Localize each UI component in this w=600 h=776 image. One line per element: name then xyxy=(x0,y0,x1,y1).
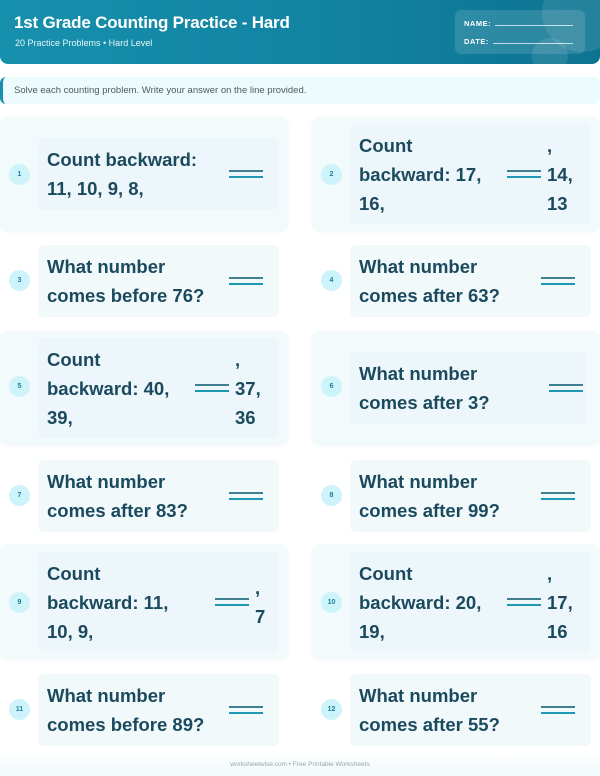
answer-line[interactable] xyxy=(229,273,263,289)
question-box xyxy=(38,552,279,652)
question-box xyxy=(350,552,591,652)
problem-number-badge: 5 xyxy=(9,376,30,397)
problem-number-badge: 12 xyxy=(321,699,342,720)
problem-number-badge: 11 xyxy=(9,699,30,720)
instructions-bar: Solve each counting problem. Write your answer on the line provided. xyxy=(0,77,600,104)
question-text: What number comes before 89? xyxy=(47,685,205,735)
question-text: Count backward: 17, 16, xyxy=(359,134,482,214)
problem-card-7 xyxy=(0,453,288,539)
question-box xyxy=(350,245,591,317)
problem-number-badge: 6 xyxy=(321,376,342,397)
problem-card-5 xyxy=(0,331,288,446)
problem-number-badge: 3 xyxy=(9,270,30,291)
problem-number-badge: 4 xyxy=(321,270,342,291)
page-title: 1st Grade Counting Practice - Hard xyxy=(14,13,290,32)
problem-card-1 xyxy=(0,117,288,232)
answer-line[interactable] xyxy=(507,166,541,182)
name-date-box xyxy=(455,10,585,54)
problem-number-badge: 7 xyxy=(9,485,30,506)
worksheet-header xyxy=(0,0,600,64)
problem-card-9 xyxy=(0,545,288,660)
problem-card-3 xyxy=(0,238,288,324)
question-box xyxy=(350,124,591,224)
question-box xyxy=(38,338,279,438)
page-subtitle: 20 Practice Problems • Hard Level xyxy=(15,38,153,48)
question-text: What number comes after 99? xyxy=(359,471,500,521)
problem-card-11 xyxy=(0,667,288,753)
question-suffix: , 14, 13 xyxy=(547,134,573,214)
problem-card-12 xyxy=(312,667,600,753)
question-suffix: , 17, 16 xyxy=(547,562,573,642)
page-footer: worksheetwise.com • Free Printable Worksheets xyxy=(0,752,600,776)
question-box xyxy=(350,460,591,532)
problem-number-badge: 10 xyxy=(321,592,342,613)
date-line[interactable] xyxy=(493,43,573,44)
answer-line[interactable] xyxy=(195,380,229,396)
question-text: What number comes after 63? xyxy=(359,256,500,306)
problem-card-2 xyxy=(312,117,600,232)
question-box xyxy=(38,245,279,317)
question-text: Count backward: 40, 39, xyxy=(47,348,170,428)
name-label: NAME: xyxy=(464,19,492,28)
question-box xyxy=(38,460,279,532)
answer-line[interactable] xyxy=(229,166,263,182)
question-box xyxy=(350,352,587,424)
question-box xyxy=(350,674,591,746)
problem-number-badge: 9 xyxy=(9,592,30,613)
problem-number-badge: 8 xyxy=(321,485,342,506)
question-text: What number comes after 83? xyxy=(47,471,188,521)
answer-line[interactable] xyxy=(229,488,263,504)
question-text: Count backward: 20, 19, xyxy=(359,562,482,642)
question-text: Count backward: 11, 10, 9, 8, xyxy=(47,149,198,199)
problem-card-8 xyxy=(312,453,600,539)
answer-line[interactable] xyxy=(541,273,575,289)
answer-line[interactable] xyxy=(541,488,575,504)
question-text: What number comes after 55? xyxy=(359,685,500,735)
date-field[interactable] xyxy=(464,37,573,46)
name-field[interactable] xyxy=(464,19,573,28)
answer-line[interactable] xyxy=(229,702,263,718)
question-text: Count backward: 11, 10, 9, xyxy=(47,562,169,642)
problem-card-4 xyxy=(312,238,600,324)
name-line[interactable] xyxy=(495,25,573,26)
question-text: What number comes after 3? xyxy=(359,363,490,413)
answer-line[interactable] xyxy=(549,380,583,396)
question-text: What number comes before 76? xyxy=(47,256,205,306)
answer-line[interactable] xyxy=(507,594,541,610)
problem-card-6 xyxy=(312,331,600,446)
question-box xyxy=(38,138,279,210)
question-suffix: , 7 xyxy=(255,577,266,627)
question-box xyxy=(38,674,279,746)
problem-number-badge: 2 xyxy=(321,164,342,185)
problem-number-badge: 1 xyxy=(9,164,30,185)
answer-line[interactable] xyxy=(541,702,575,718)
question-suffix: , 37, 36 xyxy=(235,348,261,428)
problem-card-10 xyxy=(312,545,600,660)
date-label: DATE: xyxy=(464,37,489,46)
answer-line[interactable] xyxy=(215,594,249,610)
